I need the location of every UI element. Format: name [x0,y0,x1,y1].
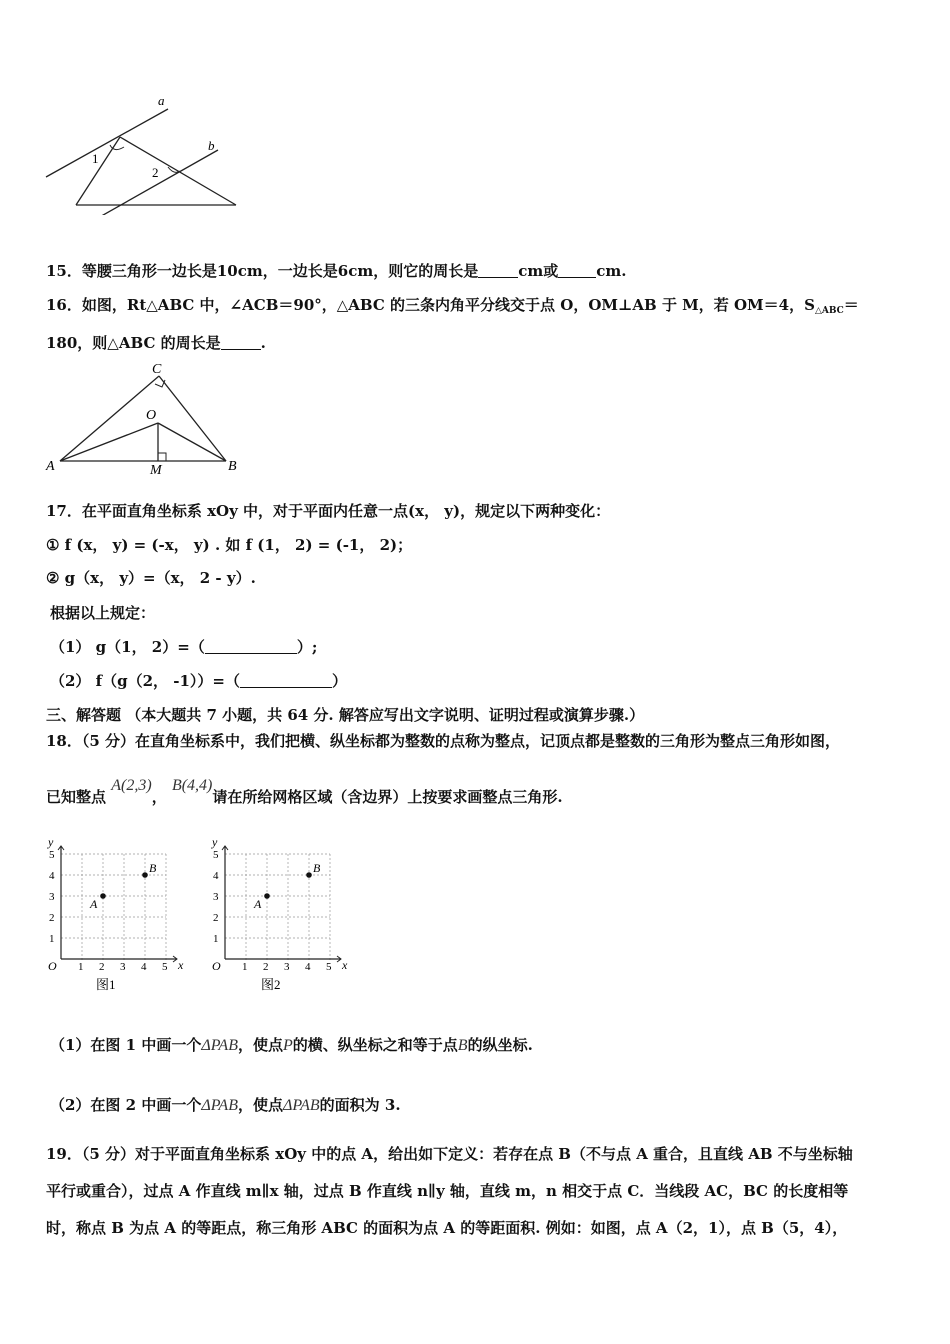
question-17-line2: ① f (x， y) = (-x， y) . 如 f (1， 2) = (-1， 2)； [46,536,413,554]
segment-ob [158,423,226,461]
question-18-part1 [50,1035,533,1056]
point-a-label: A [254,897,262,911]
y-tick-5: 5 [213,849,219,861]
origin-label: O [212,959,221,973]
question-17-part2 [50,671,347,691]
axis-x-label: x [178,958,184,972]
y-tick-3: 3 [213,891,219,903]
q17-part1-b: ）; [296,638,318,656]
question-18-line2 [46,777,563,808]
figure-1-caption: 图1 [96,977,116,992]
point-b-coord: B(4,4) [171,777,213,794]
point-b-symbol: B [457,1037,468,1054]
label-O: O [146,408,157,423]
line-a [46,109,168,177]
point-b [306,872,312,878]
axis-x-label: x [342,958,348,972]
figure-triangle-abc [42,360,247,478]
q15-unit2: cm. [596,262,627,280]
x-tick-2: 2 [263,961,269,973]
y-tick-4: 4 [49,870,55,882]
y-tick-2: 2 [49,912,55,924]
q16-line2: 180，则△ABC 的周长是 [46,334,221,352]
q16-blank[interactable] [221,335,261,350]
x-tick-2: 2 [99,961,105,973]
x-tick-1: 1 [78,961,84,973]
q18-line2-b: 请在所给网格区域（含边界）上按要求画整点三角形. [212,788,563,806]
axis-y-label: y [212,835,218,849]
point-a-coord: A(2,3) [111,777,152,794]
triangle-left-side [76,137,120,205]
q18-part1-a: （1）在图 1 中画一个 [50,1036,202,1054]
grid-figure-1 [40,832,200,994]
x-tick-5: 5 [326,961,332,973]
label-b: b [208,138,215,153]
question-17-line1: 17．在平面直角坐标系 xOy 中，对于平面内任意一点(x， y)，规定以下两种变化： [46,502,611,520]
question-17-line4: 根据以上规定： [50,604,156,622]
y-tick-1: 1 [49,933,55,945]
q15-unit1: cm或 [518,262,559,280]
y-tick-3: 3 [49,891,55,903]
q18-part2-b: ，使点 [237,1096,283,1114]
question-19-line3: 时，称点 B 为点 A 的等距点，称三角形 ABC 的面积为点 A 的等距面积. 例如：如图，点 A（2，1），点 B（5，4）， [46,1219,848,1237]
label-C: C [152,362,162,377]
q18-part2-a: （2）在图 2 中画一个 [50,1096,202,1114]
q17-blank-1[interactable] [205,639,297,654]
q15-blank-1[interactable] [478,263,518,278]
point-a [264,893,270,899]
question-19-line1: 19．（5 分）对于平面直角坐标系 xOy 中的点 A，给出如下定义：若存在点 B（不与点 A 重合，且直线 AB 不与坐标轴 [46,1145,853,1163]
pab-symbol-2: ΔPAB [201,1097,238,1114]
q18-part1-c: 的横、纵坐标之和等于点 [292,1036,458,1054]
question-15 [46,261,626,281]
q16-subscript: △ABC [814,306,844,316]
y-tick-2: 2 [213,912,219,924]
point-a-label: A [90,897,98,911]
x-tick-4: 4 [305,961,311,973]
x-tick-5: 5 [162,961,168,973]
x-tick-3: 3 [284,961,290,973]
q17-part1-a: （1） g（1， 2）=（ [50,638,205,656]
triangle-right-side [120,137,236,205]
figure-2-caption: 图2 [261,977,281,992]
point-b-label: B [313,861,321,875]
q18-part1-d: 的纵坐标. [467,1036,533,1054]
right-angle-m [158,453,166,461]
pab-symbol: ΔPAB [201,1037,238,1054]
question-17-part1 [50,637,317,657]
angle1-label: 1 [92,151,99,166]
origin-label: O [48,959,57,973]
q18-line2-a: 已知整点 [46,788,107,806]
segment-oa [60,423,158,461]
q17-part2-a: （2） f（g（2， -1））=（ [50,672,240,690]
question-16-line2 [46,333,266,353]
q15-blank-2[interactable] [558,263,596,278]
q15-text: 15．等腰三角形一边长是10cm，一边长是6cm，则它的周长是 [46,262,479,280]
q18-part1-b: ，使点 [237,1036,283,1054]
q16-line1-end: ＝ [843,296,859,314]
section-heading: 三、解答题 （本大题共 7 小题，共 64 分. 解答应写出文字说明、证明过程或演算步骤.） [46,706,645,724]
question-18-line1: 18．（5 分）在直角坐标系中，我们把横、纵坐标都为整数的点称为整点，记顶点都是整数的三角形为整点三角形如图， [46,732,841,750]
side-bc [159,376,226,461]
figure-parallel-lines [40,95,280,215]
q18-part2-c: 的面积为 3. [319,1096,401,1114]
q17-blank-2[interactable] [240,673,332,688]
q16-line2-end: . [260,334,266,352]
x-tick-1: 1 [242,961,248,973]
label-a: a [158,95,165,108]
x-tick-3: 3 [120,961,126,973]
axis-y-label: y [48,835,54,849]
grid-figure-2 [205,832,365,994]
y-tick-4: 4 [213,870,219,882]
point-b [142,872,148,878]
q18-comma: ， [151,788,167,806]
q17-part2-b: ） [332,672,348,690]
question-19-line2: 平行或重合），过点 A 作直线 m∥x 轴，过点 B 作直线 n∥y 轴，直线 m，n 相交于点 C．当线段 AC，BC 的长度相等 [46,1182,849,1200]
point-a [100,893,106,899]
label-B: B [228,459,237,474]
label-M: M [150,463,162,478]
label-A: A [46,459,55,474]
angle2-arc [168,167,180,172]
x-tick-4: 4 [141,961,147,973]
question-16-line1 [46,295,859,321]
point-b-label: B [149,861,157,875]
pab-symbol-3: ΔPAB [283,1097,320,1114]
y-tick-5: 5 [49,849,55,861]
question-18-part2 [50,1095,401,1116]
side-ac [60,376,159,461]
angle2-label: 2 [152,165,159,180]
q16-line1: 16．如图，Rt△ABC 中，∠ACB＝90°，△ABC 的三条内角平分线交于点 O，OM⊥AB 于 M，若 OM＝4，S [46,296,815,314]
point-p-symbol: P [283,1037,293,1054]
question-17-line3: ② g（x， y）=（x， 2 - y）. [46,569,256,587]
y-tick-1: 1 [213,933,219,945]
